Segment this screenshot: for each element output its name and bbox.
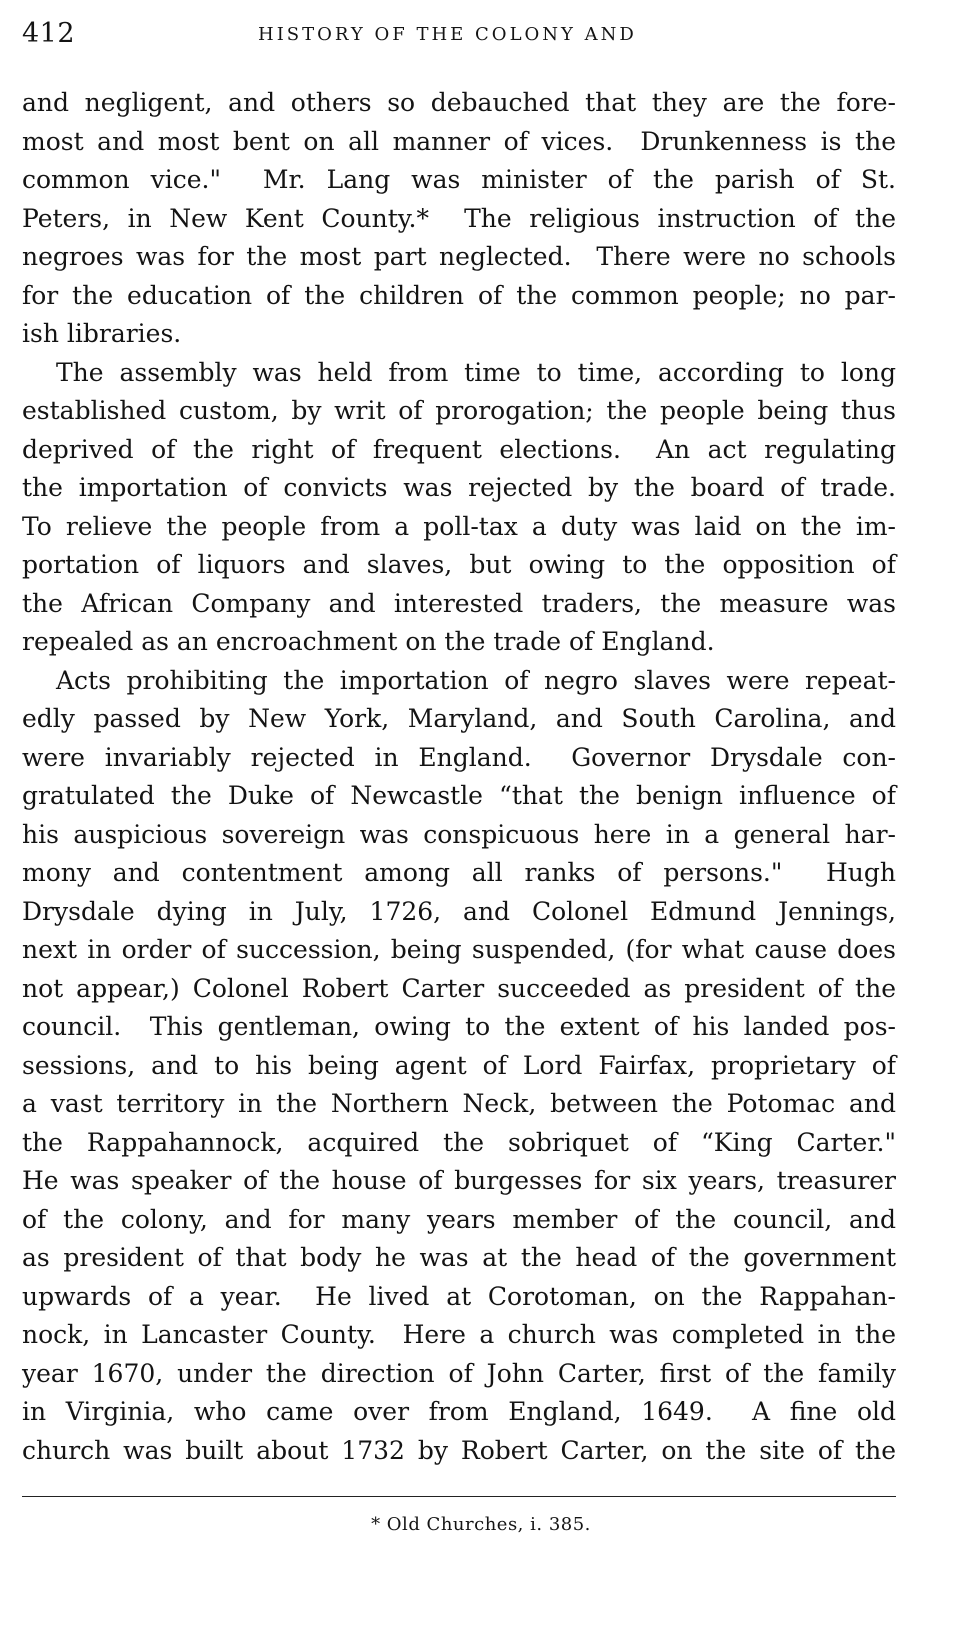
text-line: a vast territory in the Northern Neck, between the Potomac and xyxy=(22,1089,896,1118)
text-line: sessions, and to his being agent of Lord Fairfax, proprietary of xyxy=(22,1050,896,1080)
text-line: next in order of succession, being suspended, (for what cause does xyxy=(22,935,896,964)
footnote-rule xyxy=(22,1496,896,1497)
text-line: the importation of convicts was rejected by the board of trade. xyxy=(22,473,896,502)
text-line: To relieve the people from a poll-tax a duty was laid on the im- xyxy=(22,511,896,541)
body-text xyxy=(22,84,896,1470)
text-line: gratulated the Duke of Newcastle “that the benign influence of xyxy=(22,781,896,810)
running-head: HISTORY OF THE COLONY AND xyxy=(258,24,637,45)
text-line: most and most bent on all manner of vices. Drunkenness is the xyxy=(22,126,896,156)
text-line: repealed as an encroachment on the trade of England. xyxy=(22,627,715,656)
text-line: He was speaker of the house of burgesses for six years, treasurer xyxy=(22,1166,896,1195)
text-line: edly passed by New York, Maryland, and South Carolina, and xyxy=(22,704,896,733)
page-number: 412 xyxy=(22,18,76,49)
text-line: the African Company and interested traders, the measure was xyxy=(22,588,896,618)
text-line: established custom, by writ of prorogation; the people being thus xyxy=(22,396,896,425)
text-line: not appear,) Colonel Robert Carter succeeded as president of the xyxy=(22,973,896,1003)
text-line: of the colony, and for many years member of the council, and xyxy=(22,1204,896,1234)
text-line: for the education of the children of the common people; no par- xyxy=(22,280,896,310)
text-line: and negligent, and others so debauched that they are the fore- xyxy=(22,88,896,117)
text-line: mony and contentment among all ranks of persons." Hugh xyxy=(22,858,896,887)
text-line: council. This gentleman, owing to the extent of his landed pos- xyxy=(22,1012,896,1041)
text-line: deprived of the right of frequent elections. An act regulating xyxy=(22,434,896,464)
text-line: his auspicious sovereign was conspicuous here in a general har- xyxy=(22,819,896,849)
text-line: negroes was for the most part neglected. There were no schools xyxy=(22,242,896,271)
text-line: in Virginia, who came over from England, 1649. A fine old xyxy=(22,1397,896,1426)
text-line: were invariably rejected in England. Governor Drysdale con- xyxy=(22,742,896,772)
text-line: upwards of a year. He lived at Corotoman, on the Rappahan- xyxy=(22,1281,896,1311)
text-line: nock, in Lancaster County. Here a church was completed in the xyxy=(22,1320,896,1349)
text-line: Drysdale dying in July, 1726, and Colonel Edmund Jennings, xyxy=(22,896,896,926)
text-line: Peters, in New Kent County.* The religious instruction of the xyxy=(22,203,896,233)
text-line: common vice." Mr. Lang was minister of the parish of St. xyxy=(22,165,896,194)
text-line: as president of that body he was at the head of the government xyxy=(22,1243,896,1272)
text-line: Acts prohibiting the importation of negro slaves were repeat- xyxy=(56,665,896,695)
text-line: year 1670, under the direction of John Carter, first of the family xyxy=(22,1358,896,1388)
footnote: * Old Churches, i. 385. xyxy=(371,1514,591,1535)
text-line: church was built about 1732 by Robert Carter, on the site of the xyxy=(22,1435,896,1465)
text-line: portation of liquors and slaves, but owing to the opposition of xyxy=(22,550,896,579)
text-line: the Rappahannock, acquired the sobriquet of “King Carter." xyxy=(22,1127,896,1157)
text-line: ish libraries. xyxy=(22,319,182,348)
text-line: The assembly was held from time to time, according to long xyxy=(56,357,896,387)
